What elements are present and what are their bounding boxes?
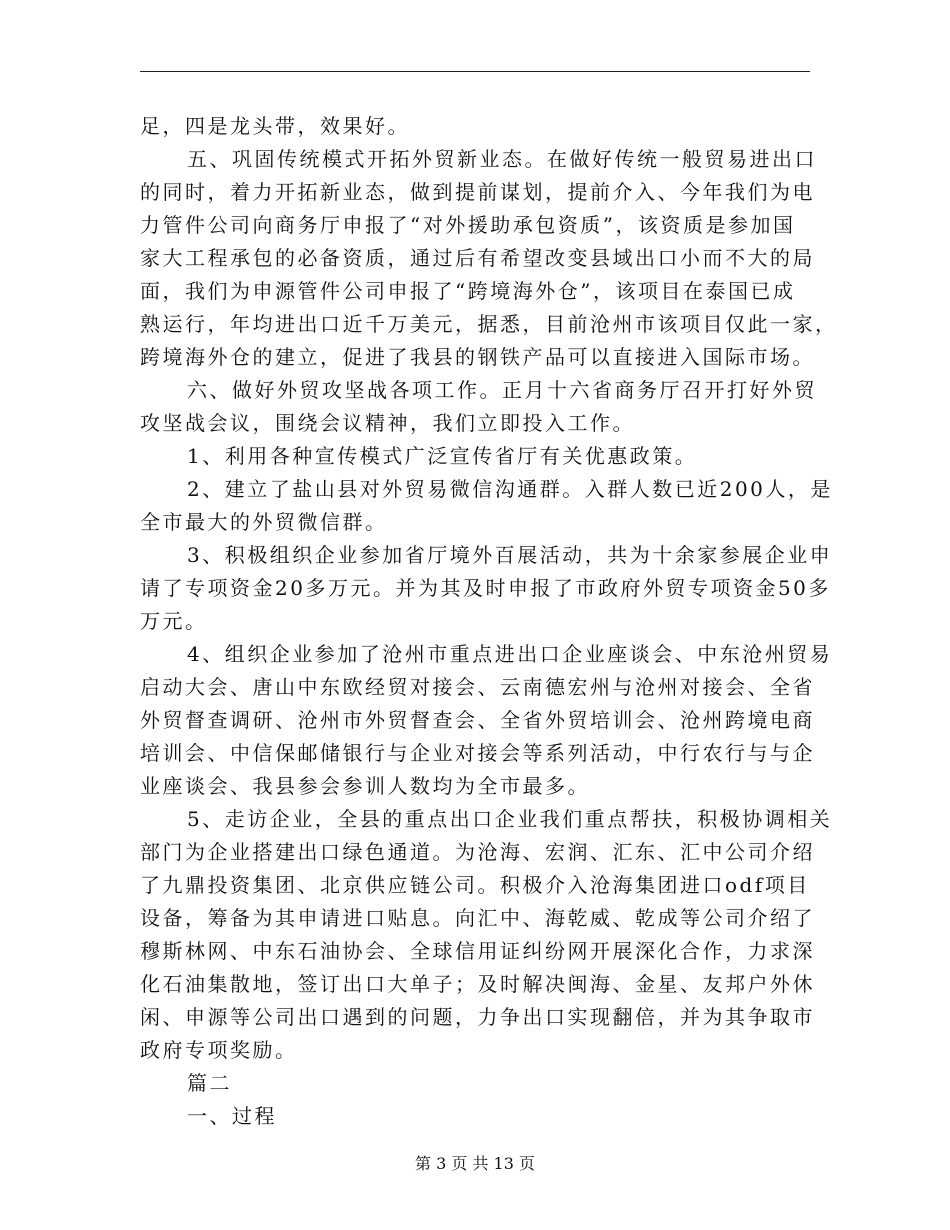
text-line: 启动大会、唐山中东欧经贸对接会、云南德宏州与沧州对接会、全省	[140, 675, 815, 699]
text-line: 全市最大的外贸微信群。	[140, 510, 388, 534]
list-item-2: 2、建立了盐山县对外贸易微信沟通群。入群人数已近200人，是	[187, 477, 833, 501]
text-line: 面，我们为申源管件公司申报了“跨境海外仓”，该项目在泰国已成	[140, 279, 796, 303]
section-heading-process: 一、过程	[187, 1104, 277, 1128]
text-line: 熟运行，年均进出口近千万美元，据悉，目前沧州市该项目仅此一家，	[140, 312, 838, 336]
section-heading-six: 六、做好外贸攻坚战各项工作。正月十六省商务厅召开打好外贸	[187, 378, 817, 402]
list-item-1: 1、利用各种宣传模式广泛宣传省厅有关优惠政策。	[187, 444, 698, 468]
section-heading-five: 五、巩固传统模式开拓外贸新业态。在做好传统一般贸易进出口	[187, 147, 817, 171]
text-line: 了九鼎投资集团、北京供应链公司。积极介入沧海集团进口odf项目	[140, 873, 810, 897]
text-line: 设备，筹备为其申请进口贴息。向汇中、海乾威、乾成等公司介绍了	[140, 906, 815, 930]
text-line: 化石油集散地，签订出口大单子；及时解决闽海、金星、友邦户外休	[140, 972, 815, 996]
list-item-5: 5、走访企业，全县的重点出口企业我们重点帮扶，积极协调相关	[187, 807, 833, 831]
text-line: 外贸督查调研、沧州市外贸督查会、全省外贸培训会、沧州跨境电商	[140, 708, 815, 732]
text-line: 足，四是龙头带，效果好。	[140, 114, 410, 138]
text-line: 培训会、中信保邮储银行与企业对接会等系列活动，中行农行与与企	[140, 741, 815, 765]
text-line: 万元。	[140, 609, 208, 633]
text-line: 跨境海外仓的建立，促进了我县的钢铁产品可以直接进入国际市场。	[140, 345, 815, 369]
text-line: 穆斯林网、中东石油协会、全球信用证纠纷网开展深化合作，力求深	[140, 939, 815, 963]
list-item-4: 4、组织企业参加了沧州市重点进出口企业座谈会、中东沧州贸易	[187, 642, 833, 666]
list-item-3: 3、积极组织企业参加省厅境外百展活动，共为十余家参展企业申	[187, 543, 833, 567]
text-line: 请了专项资金20多万元。并为其及时申报了市政府外贸专项资金50多	[140, 576, 831, 600]
text-line: 家大工程承包的必备资质，通过后有希望改变县域出口小而不大的局	[140, 246, 815, 270]
part-heading: 篇二	[187, 1071, 232, 1095]
text-line: 业座谈会、我县参会参训人数均为全市最多。	[140, 774, 590, 798]
page-number: 第 3 页 共 13 页	[415, 1154, 535, 1173]
text-line: 的同时，着力开拓新业态，做到提前谋划，提前介入、今年我们为电	[140, 180, 815, 204]
text-line: 部门为企业搭建出口绿色通道。为沧海、宏润、汇东、汇中公司介绍	[140, 840, 815, 864]
text-line: 闲、申源等公司出口遇到的问题，力争出口实现翻倍，并为其争取市	[140, 1005, 815, 1029]
text-line: 力管件公司向商务厅申报了“对外援助承包资质”，该资质是参加国	[140, 213, 796, 237]
header-rule	[140, 71, 810, 72]
text-line: 政府专项奖励。	[140, 1038, 298, 1062]
text-line: 攻坚战会议，围绕会议精神，我们立即投入工作。	[140, 411, 635, 435]
